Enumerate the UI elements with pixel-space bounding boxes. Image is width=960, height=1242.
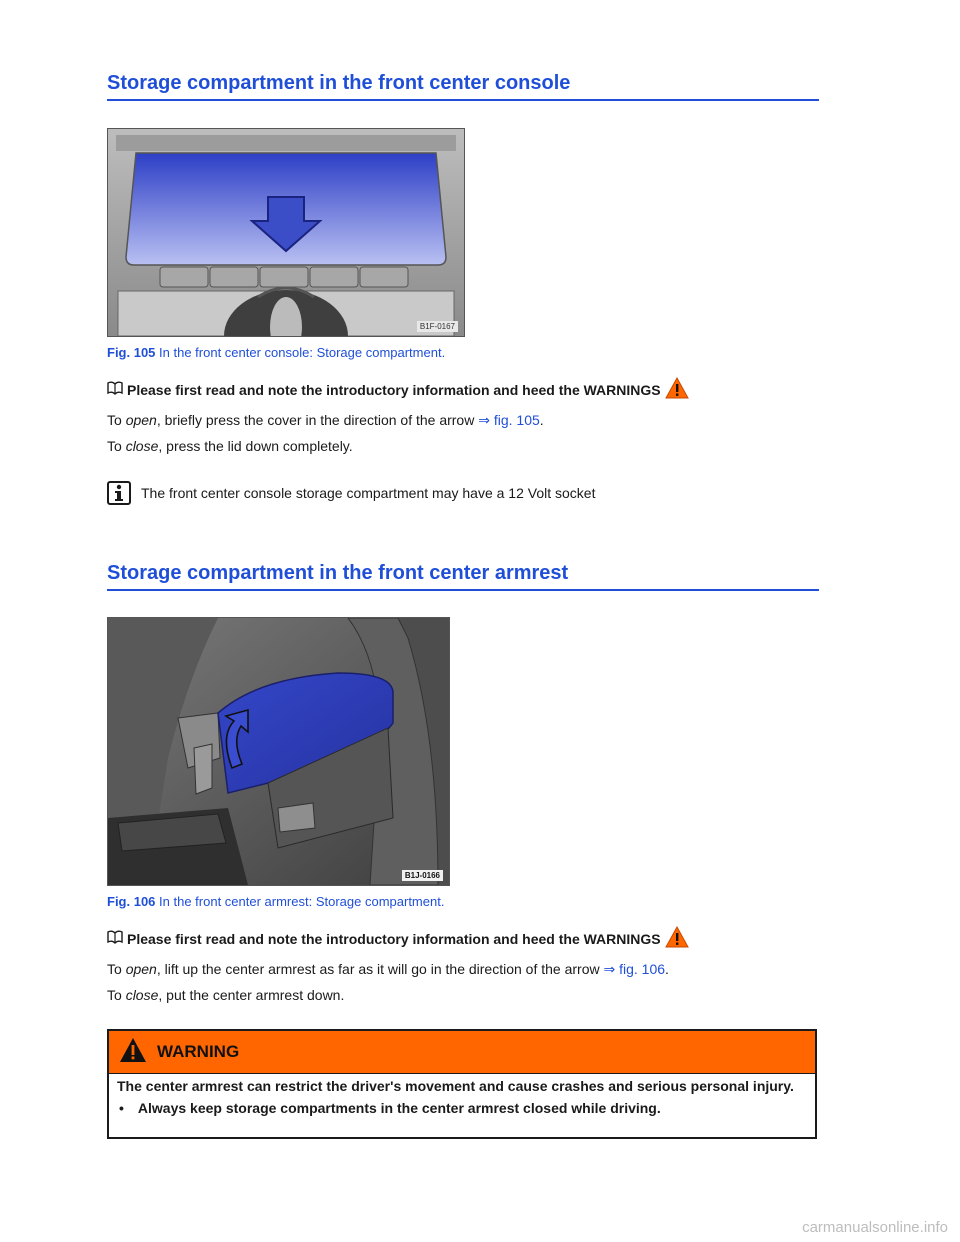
figure-code: B1F-0167: [417, 321, 458, 332]
caption-text: In the front center armrest: Storage compartment.: [155, 894, 445, 909]
intro-line: [107, 926, 689, 951]
warning-heading: WARNING: [157, 1042, 240, 1061]
book-icon: [107, 930, 123, 947]
open-text: , briefly press the cover in the direction of the arrow: [156, 412, 479, 428]
warning-box: [107, 1029, 817, 1139]
section-title-console: Storage compartment in the front center console: [107, 72, 819, 101]
close-text: , put the center armrest down.: [158, 987, 345, 1003]
warning-header: [109, 1031, 815, 1074]
intro-text: Please first read and note the introductory information and heed the WARNINGS: [127, 381, 661, 398]
console-illustration: [108, 129, 464, 336]
caption-text: In the front center console: Storage compartment.: [155, 345, 446, 360]
close-pre: To: [107, 987, 126, 1003]
close-instruction: [107, 438, 353, 454]
armrest-illustration: [108, 618, 449, 885]
close-word: close: [125, 438, 159, 454]
warning-triangle-icon: [665, 926, 689, 951]
close-instruction: [107, 987, 344, 1003]
figure-code: B1J-0166: [402, 870, 443, 881]
caption-label: Fig. 105: [107, 345, 156, 360]
intro-text: Please first read and note the introductory information and heed the WARNINGS: [127, 930, 661, 947]
warning-bullet: [109, 1094, 815, 1116]
close-text: , press the lid down completely.: [158, 438, 353, 454]
fig-105-link[interactable]: ⇒ fig. 105: [478, 412, 540, 428]
note-text: The front center console storage compartment may have a 12 Volt socket: [141, 485, 596, 501]
warning-triangle-icon: [665, 377, 689, 402]
open-pre: To: [107, 961, 126, 977]
open-end: .: [539, 412, 544, 428]
open-word: open: [125, 961, 157, 977]
book-icon: [107, 381, 123, 398]
info-icon: [107, 481, 131, 505]
warning-triangle-icon: [119, 1037, 147, 1068]
figure-armrest: [107, 617, 450, 886]
warning-text: The center armrest can restrict the driver's movement and cause crashes and serious personal injury.: [117, 1078, 794, 1094]
watermark: carmanualsonline.info: [802, 1219, 948, 1236]
open-pre: To: [107, 412, 126, 428]
open-instruction: [107, 961, 669, 978]
fig-106-link[interactable]: ⇒ fig. 106: [603, 961, 666, 977]
figure-console: [107, 128, 465, 337]
figure-caption: [107, 345, 445, 360]
figure-caption: [107, 894, 444, 909]
open-text: , lift up the center armrest as far as it will go in the direction of the arrow: [156, 961, 604, 977]
close-pre: To: [107, 438, 126, 454]
section-title-armrest: Storage compartment in the front center armrest: [107, 562, 819, 591]
intro-line: [107, 377, 689, 402]
note-line: [107, 481, 595, 505]
open-instruction: [107, 412, 544, 429]
open-word: open: [125, 412, 157, 428]
open-end: .: [665, 961, 669, 977]
caption-label: Fig. 106: [107, 894, 156, 909]
close-word: close: [125, 987, 159, 1003]
bullet-symbol: •: [119, 1100, 124, 1116]
bullet-text: Always keep storage compartments in the center armrest closed while driving.: [137, 1100, 661, 1116]
